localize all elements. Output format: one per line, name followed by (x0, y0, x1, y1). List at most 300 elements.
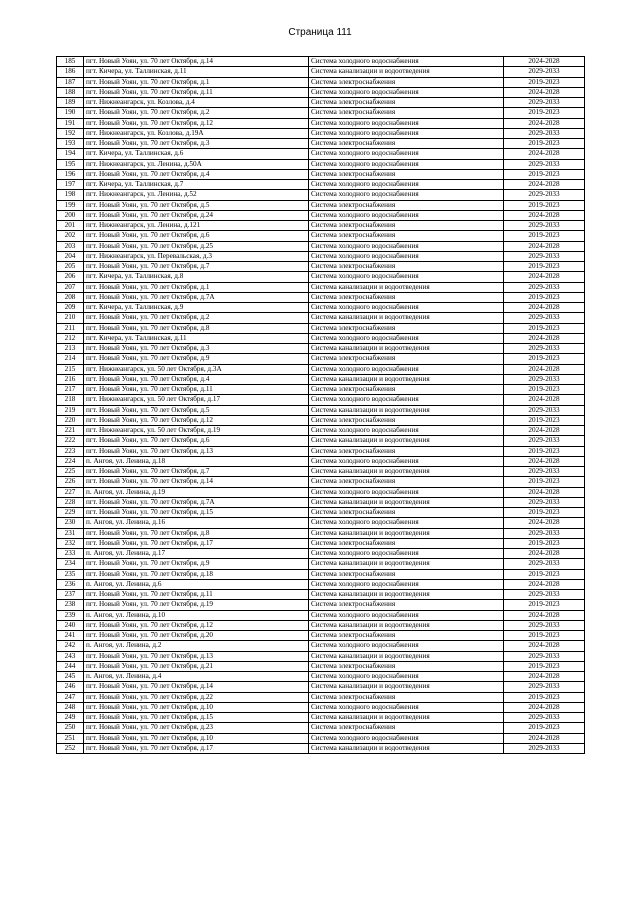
table-row (57, 743, 585, 753)
system-cell: Система электроснабжения (309, 631, 504, 641)
address-cell: пгт. Новый Уоян, ул. 70 лет Октября, д.11 (84, 87, 309, 97)
system-cell: Система холодного водоснабжения (309, 180, 504, 190)
period-cell: 2019-2023 (504, 415, 585, 425)
period-cell: 2019-2023 (504, 569, 585, 579)
address-cell: пгт. Новый Уоян, ул. 70 лет Октября, д.9 (84, 354, 309, 364)
address-cell: пгт. Новый Уоян, ул. 70 лет Октября, д.8 (84, 323, 309, 333)
system-cell: Система холодного водоснабжения (309, 487, 504, 497)
period-cell: 2019-2023 (504, 77, 585, 87)
table-row (57, 661, 585, 671)
period-cell: 2019-2023 (504, 139, 585, 149)
table-row (57, 221, 585, 231)
system-cell: Система холодного водоснабжения (309, 641, 504, 651)
row-number: 195 (57, 159, 84, 169)
address-cell: пгт. Новый Уоян, ул. 70 лет Октября, д.11 (84, 385, 309, 395)
row-number: 222 (57, 436, 84, 446)
address-cell: пгт. Новый Уоян, ул. 70 лет Октября, д.9 (84, 559, 309, 569)
system-cell: Система электроснабжения (309, 723, 504, 733)
row-number: 205 (57, 262, 84, 272)
system-cell: Система канализации и водоотведения (309, 713, 504, 723)
table-row (57, 395, 585, 405)
row-number: 238 (57, 600, 84, 610)
system-cell: Система электроснабжения (309, 200, 504, 210)
system-cell: Система электроснабжения (309, 600, 504, 610)
system-cell: Система канализации и водоотведения (309, 497, 504, 507)
period-cell: 2029-2033 (504, 528, 585, 538)
row-number: 219 (57, 405, 84, 415)
address-cell: пгт. Новый Уоян, ул. 70 лет Октября, д.4 (84, 374, 309, 384)
table-row (57, 620, 585, 630)
period-cell: 2019-2023 (504, 477, 585, 487)
period-cell: 2019-2023 (504, 292, 585, 302)
table-row (57, 651, 585, 661)
system-cell: Система канализации и водоотведения (309, 313, 504, 323)
address-cell: пгт. Новый Уоян, ул. 70 лет Октября, д.15 (84, 508, 309, 518)
period-cell: 2024-2028 (504, 364, 585, 374)
period-cell: 2029-2033 (504, 682, 585, 692)
row-number: 218 (57, 395, 84, 405)
address-cell: п. Ангоя, ул. Ленина, д.19 (84, 487, 309, 497)
address-cell: пгт. Новый Уоян, ул. 70 лет Октября, д.14 (84, 477, 309, 487)
address-cell: пгт. Новый Уоян, ул. 70 лет Октября, д.8 (84, 528, 309, 538)
row-number: 198 (57, 190, 84, 200)
system-cell: Система электроснабжения (309, 538, 504, 548)
row-number: 224 (57, 456, 84, 466)
period-cell: 2019-2023 (504, 661, 585, 671)
address-cell: пгт. Новый Уоян, ул. 70 лет Октября, д.12 (84, 415, 309, 425)
period-cell: 2024-2028 (504, 549, 585, 559)
row-number: 252 (57, 743, 84, 753)
period-cell: 2024-2028 (504, 241, 585, 251)
address-cell: пгт. Новый Уоян, ул. 70 лет Октября, д.3 (84, 344, 309, 354)
table-row (57, 241, 585, 251)
row-number: 214 (57, 354, 84, 364)
address-cell: пгт. Нижнеангарск, ул. Перевальская, д.3 (84, 251, 309, 261)
address-cell: пгт. Новый Уоян, ул. 70 лет Октября, д.15 (84, 713, 309, 723)
table-row (57, 374, 585, 384)
system-cell: Система электроснабжения (309, 323, 504, 333)
system-cell: Система холодного водоснабжения (309, 549, 504, 559)
table-row (57, 323, 585, 333)
address-cell: пгт. Новый Уоян, ул. 70 лет Октября, д.17 (84, 538, 309, 548)
table-row (57, 303, 585, 313)
row-number: 223 (57, 446, 84, 456)
row-number: 199 (57, 200, 84, 210)
system-cell: Система холодного водоснабжения (309, 149, 504, 159)
period-cell: 2029-2033 (504, 374, 585, 384)
table-row (57, 282, 585, 292)
table-row (57, 139, 585, 149)
row-number: 201 (57, 221, 84, 231)
period-cell: 2019-2023 (504, 631, 585, 641)
row-number: 251 (57, 733, 84, 743)
address-cell: пгт. Новый Уоян, ул. 70 лет Октября, д.14 (84, 57, 309, 67)
system-cell: Система холодного водоснабжения (309, 456, 504, 466)
table-row (57, 262, 585, 272)
system-cell: Система холодного водоснабжения (309, 190, 504, 200)
address-cell: пгт. Новый Уоян, ул. 70 лет Октября, д.1 (84, 282, 309, 292)
system-cell: Система электроснабжения (309, 221, 504, 231)
address-cell: пгт. Новый Уоян, ул. 70 лет Октября, д.7 (84, 262, 309, 272)
register-table (56, 56, 585, 754)
system-cell: Система холодного водоснабжения (309, 57, 504, 67)
period-cell: 2019-2023 (504, 723, 585, 733)
address-cell: пгт. Кичера, ул. Таллинская, д.11 (84, 67, 309, 77)
address-cell: пгт. Новый Уоян, ул. 70 лет Октября, д.11 (84, 590, 309, 600)
table-row (57, 108, 585, 118)
row-number: 215 (57, 364, 84, 374)
table-row (57, 118, 585, 128)
address-cell: п. Ангоя, ул. Ленина, д.17 (84, 549, 309, 559)
row-number: 241 (57, 631, 84, 641)
address-cell: пгт. Нижнеангарск, ул. 50 лет Октября, д.19 (84, 426, 309, 436)
system-cell: Система канализации и водоотведения (309, 743, 504, 753)
system-cell: Система холодного водоснабжения (309, 210, 504, 220)
address-cell: пгт. Нижнеангарск, ул. 50 лет Октября, д.17 (84, 395, 309, 405)
row-number: 188 (57, 87, 84, 97)
system-cell: Система холодного водоснабжения (309, 395, 504, 405)
row-number: 208 (57, 292, 84, 302)
system-cell: Система электроснабжения (309, 692, 504, 702)
table-row (57, 723, 585, 733)
table-row (57, 313, 585, 323)
period-cell: 2019-2023 (504, 323, 585, 333)
period-cell: 2024-2028 (504, 210, 585, 220)
address-cell: пгт. Новый Уоян, ул. 70 лет Октября, д.21 (84, 661, 309, 671)
row-number: 227 (57, 487, 84, 497)
period-cell: 2024-2028 (504, 87, 585, 97)
row-number: 200 (57, 210, 84, 220)
address-cell: пгт. Новый Уоян, ул. 70 лет Октября, д.17 (84, 743, 309, 753)
row-number: 216 (57, 374, 84, 384)
address-cell: пгт. Новый Уоян, ул. 70 лет Октября, д.23 (84, 723, 309, 733)
address-cell: пгт. Новый Уоян, ул. 70 лет Октября, д.13 (84, 446, 309, 456)
address-cell: пгт. Новый Уоян, ул. 70 лет Октября, д.6 (84, 231, 309, 241)
address-cell: пгт. Новый Уоян, ул. 70 лет Октября, д.14 (84, 682, 309, 692)
period-cell: 2029-2033 (504, 651, 585, 661)
period-cell: 2019-2023 (504, 200, 585, 210)
period-cell: 2019-2023 (504, 108, 585, 118)
period-cell: 2029-2033 (504, 282, 585, 292)
table-row (57, 190, 585, 200)
row-number: 211 (57, 323, 84, 333)
system-cell: Система канализации и водоотведения (309, 528, 504, 538)
system-cell: Система холодного водоснабжения (309, 672, 504, 682)
table-row (57, 456, 585, 466)
system-cell: Система электроснабжения (309, 477, 504, 487)
period-cell: 2024-2028 (504, 733, 585, 743)
address-cell: пгт. Нижнеангарск, ул. Козлова, д.19А (84, 128, 309, 138)
period-cell: 2019-2023 (504, 538, 585, 548)
period-cell: 2019-2023 (504, 354, 585, 364)
table-row (57, 518, 585, 528)
table-row (57, 477, 585, 487)
row-number: 220 (57, 415, 84, 425)
table-row (57, 344, 585, 354)
system-cell: Система электроснабжения (309, 354, 504, 364)
period-cell: 2029-2033 (504, 159, 585, 169)
row-number: 189 (57, 98, 84, 108)
period-cell: 2019-2023 (504, 508, 585, 518)
period-cell: 2029-2033 (504, 467, 585, 477)
table-row (57, 610, 585, 620)
table-row (57, 713, 585, 723)
table-row (57, 569, 585, 579)
address-cell: пгт. Новый Уоян, ул. 70 лет Октября, д.2 (84, 313, 309, 323)
address-cell: пгт. Новый Уоян, ул. 70 лет Октября, д.1 (84, 77, 309, 87)
row-number: 244 (57, 661, 84, 671)
period-cell: 2024-2028 (504, 702, 585, 712)
period-cell: 2024-2028 (504, 57, 585, 67)
address-cell: пгт. Новый Уоян, ул. 70 лет Октября, д.24 (84, 210, 309, 220)
table-row (57, 631, 585, 641)
period-cell: 2024-2028 (504, 641, 585, 651)
system-cell: Система электроснабжения (309, 508, 504, 518)
table-row (57, 210, 585, 220)
table-row (57, 333, 585, 343)
table-row (57, 385, 585, 395)
system-cell: Система канализации и водоотведения (309, 374, 504, 384)
row-number: 229 (57, 508, 84, 518)
row-number: 212 (57, 333, 84, 343)
system-cell: Система холодного водоснабжения (309, 87, 504, 97)
period-cell: 2024-2028 (504, 333, 585, 343)
row-number: 225 (57, 467, 84, 477)
address-cell: пгт. Новый Уоян, ул. 70 лет Октября, д.20 (84, 631, 309, 641)
row-number: 209 (57, 303, 84, 313)
address-cell: пгт. Новый Уоян, ул. 70 лет Октября, д.10 (84, 733, 309, 743)
table-row (57, 682, 585, 692)
system-cell: Система канализации и водоотведения (309, 282, 504, 292)
system-cell: Система холодного водоснабжения (309, 333, 504, 343)
address-cell: пгт. Новый Уоян, ул. 70 лет Октября, д.13 (84, 651, 309, 661)
row-number: 250 (57, 723, 84, 733)
address-cell: пгт. Новый Уоян, ул. 70 лет Октября, д.25 (84, 241, 309, 251)
system-cell: Система холодного водоснабжения (309, 128, 504, 138)
address-cell: пгт. Кичера, ул. Таллинская, д.11 (84, 333, 309, 343)
row-number: 196 (57, 169, 84, 179)
address-cell: пгт. Новый Уоян, ул. 70 лет Октября, д.6 (84, 436, 309, 446)
address-cell: пгт. Новый Уоян, ул. 70 лет Октября, д.10 (84, 702, 309, 712)
period-cell: 2024-2028 (504, 395, 585, 405)
row-number: 213 (57, 344, 84, 354)
address-cell: п. Ангоя, ул. Ленина, д.18 (84, 456, 309, 466)
system-cell: Система холодного водоснабжения (309, 272, 504, 282)
address-cell: пгт. Новый Уоян, ул. 70 лет Октября, д.7А (84, 292, 309, 302)
system-cell: Система канализации и водоотведения (309, 682, 504, 692)
table-row (57, 354, 585, 364)
row-number: 249 (57, 713, 84, 723)
page-title: Страница 111 (288, 27, 352, 38)
system-cell: Система электроснабжения (309, 292, 504, 302)
table-row (57, 180, 585, 190)
system-cell: Система электроснабжения (309, 661, 504, 671)
address-cell: пгт. Нижнеангарск, ул. 50 лет Октября, д.3А (84, 364, 309, 374)
address-cell: пгт. Новый Уоян, ул. 70 лет Октября, д.3 (84, 139, 309, 149)
address-cell: пгт. Кичера, ул. Таллинская, д.6 (84, 149, 309, 159)
row-number: 239 (57, 610, 84, 620)
address-cell: пгт. Нижнеангарск, ул. Ленина, д.121 (84, 221, 309, 231)
system-cell: Система холодного водоснабжения (309, 579, 504, 589)
period-cell: 2019-2023 (504, 385, 585, 395)
system-cell: Система канализации и водоотведения (309, 620, 504, 630)
table-row (57, 497, 585, 507)
row-number: 186 (57, 67, 84, 77)
table-row (57, 128, 585, 138)
address-cell: пгт. Кичера, ул. Таллинская, д.9 (84, 303, 309, 313)
address-cell: пгт. Новый Уоян, ул. 70 лет Октября, д.19 (84, 600, 309, 610)
table-row (57, 200, 585, 210)
system-cell: Система канализации и водоотведения (309, 559, 504, 569)
table-row (57, 487, 585, 497)
period-cell: 2024-2028 (504, 426, 585, 436)
table-row (57, 364, 585, 374)
table-row (57, 272, 585, 282)
table-row (57, 702, 585, 712)
row-number: 226 (57, 477, 84, 487)
period-cell: 2029-2033 (504, 67, 585, 77)
address-cell: п. Ангоя, ул. Ленина, д.4 (84, 672, 309, 682)
period-cell: 2019-2023 (504, 692, 585, 702)
table-row (57, 579, 585, 589)
system-cell: Система канализации и водоотведения (309, 590, 504, 600)
period-cell: 2019-2023 (504, 169, 585, 179)
address-cell: п. Ангоя, ул. Ленина, д.16 (84, 518, 309, 528)
row-number: 235 (57, 569, 84, 579)
period-cell: 2029-2033 (504, 128, 585, 138)
period-cell: 2029-2033 (504, 620, 585, 630)
system-cell: Система электроснабжения (309, 569, 504, 579)
system-cell: Система холодного водоснабжения (309, 303, 504, 313)
system-cell: Система электроснабжения (309, 231, 504, 241)
system-cell: Система канализации и водоотведения (309, 467, 504, 477)
table-row (57, 159, 585, 169)
table-row (57, 508, 585, 518)
row-number: 217 (57, 385, 84, 395)
period-cell: 2024-2028 (504, 118, 585, 128)
system-cell: Система канализации и водоотведения (309, 405, 504, 415)
period-cell: 2024-2028 (504, 487, 585, 497)
table-row (57, 98, 585, 108)
period-cell: 2029-2033 (504, 344, 585, 354)
address-cell: пгт. Новый Уоян, ул. 70 лет Октября, д.12 (84, 118, 309, 128)
table-row (57, 436, 585, 446)
system-cell: Система электроснабжения (309, 385, 504, 395)
period-cell: 2029-2033 (504, 221, 585, 231)
address-cell: пгт. Нижнеангарск, ул. Ленина, д.50А (84, 159, 309, 169)
period-cell: 2019-2023 (504, 262, 585, 272)
row-number: 248 (57, 702, 84, 712)
address-cell: пгт. Новый Уоян, ул. 70 лет Октября, д.18 (84, 569, 309, 579)
address-cell: пгт. Новый Уоян, ул. 70 лет Октября, д.5 (84, 405, 309, 415)
period-cell: 2024-2028 (504, 180, 585, 190)
row-number: 232 (57, 538, 84, 548)
period-cell: 2029-2033 (504, 590, 585, 600)
system-cell: Система холодного водоснабжения (309, 733, 504, 743)
table-row (57, 415, 585, 425)
table-row (57, 292, 585, 302)
table-row (57, 426, 585, 436)
system-cell: Система электроснабжения (309, 108, 504, 118)
system-cell: Система холодного водоснабжения (309, 241, 504, 251)
row-number: 190 (57, 108, 84, 118)
system-cell: Система электроснабжения (309, 77, 504, 87)
address-cell: пгт. Кичера, ул. Таллинская, д.7 (84, 180, 309, 190)
table-row (57, 590, 585, 600)
period-cell: 2029-2033 (504, 190, 585, 200)
table-row (57, 538, 585, 548)
period-cell: 2024-2028 (504, 303, 585, 313)
table-body (57, 57, 585, 754)
system-cell: Система холодного водоснабжения (309, 610, 504, 620)
row-number: 197 (57, 180, 84, 190)
period-cell: 2029-2033 (504, 251, 585, 261)
period-cell: 2024-2028 (504, 456, 585, 466)
period-cell: 2019-2023 (504, 231, 585, 241)
period-cell: 2024-2028 (504, 610, 585, 620)
row-number: 247 (57, 692, 84, 702)
table-row (57, 251, 585, 261)
table-row (57, 528, 585, 538)
address-cell: пгт. Новый Уоян, ул. 70 лет Октября, д.22 (84, 692, 309, 702)
address-cell: пгт. Новый Уоян, ул. 70 лет Октября, д.7 (84, 467, 309, 477)
row-number: 193 (57, 139, 84, 149)
table-row (57, 559, 585, 569)
period-cell: 2024-2028 (504, 272, 585, 282)
row-number: 245 (57, 672, 84, 682)
system-cell: Система холодного водоснабжения (309, 159, 504, 169)
table-row (57, 67, 585, 77)
table-row (57, 149, 585, 159)
table-row (57, 57, 585, 67)
system-cell: Система электроснабжения (309, 139, 504, 149)
period-cell: 2024-2028 (504, 518, 585, 528)
row-number: 191 (57, 118, 84, 128)
table-row (57, 446, 585, 456)
system-cell: Система электроснабжения (309, 415, 504, 425)
row-number: 210 (57, 313, 84, 323)
period-cell: 2029-2033 (504, 313, 585, 323)
system-cell: Система канализации и водоотведения (309, 344, 504, 354)
row-number: 192 (57, 128, 84, 138)
system-cell: Система канализации и водоотведения (309, 651, 504, 661)
table-row (57, 549, 585, 559)
period-cell: 2024-2028 (504, 579, 585, 589)
address-cell: пгт. Кичера, ул. Таллинская, д.8 (84, 272, 309, 282)
table-row (57, 672, 585, 682)
system-cell: Система электроснабжения (309, 262, 504, 272)
address-cell: пгт. Новый Уоян, ул. 70 лет Октября, д.5 (84, 200, 309, 210)
row-number: 206 (57, 272, 84, 282)
row-number: 231 (57, 528, 84, 538)
table-row (57, 169, 585, 179)
system-cell: Система канализации и водоотведения (309, 436, 504, 446)
table-row (57, 733, 585, 743)
row-number: 234 (57, 559, 84, 569)
system-cell: Система холодного водоснабжения (309, 702, 504, 712)
period-cell: 2019-2023 (504, 600, 585, 610)
system-cell: Система холодного водоснабжения (309, 118, 504, 128)
period-cell: 2029-2033 (504, 713, 585, 723)
period-cell: 2019-2023 (504, 446, 585, 456)
row-number: 228 (57, 497, 84, 507)
period-cell: 2029-2033 (504, 559, 585, 569)
row-number: 243 (57, 651, 84, 661)
system-cell: Система холодного водоснабжения (309, 426, 504, 436)
table-row (57, 405, 585, 415)
system-cell: Система холодного водоснабжения (309, 251, 504, 261)
period-cell: 2029-2033 (504, 436, 585, 446)
